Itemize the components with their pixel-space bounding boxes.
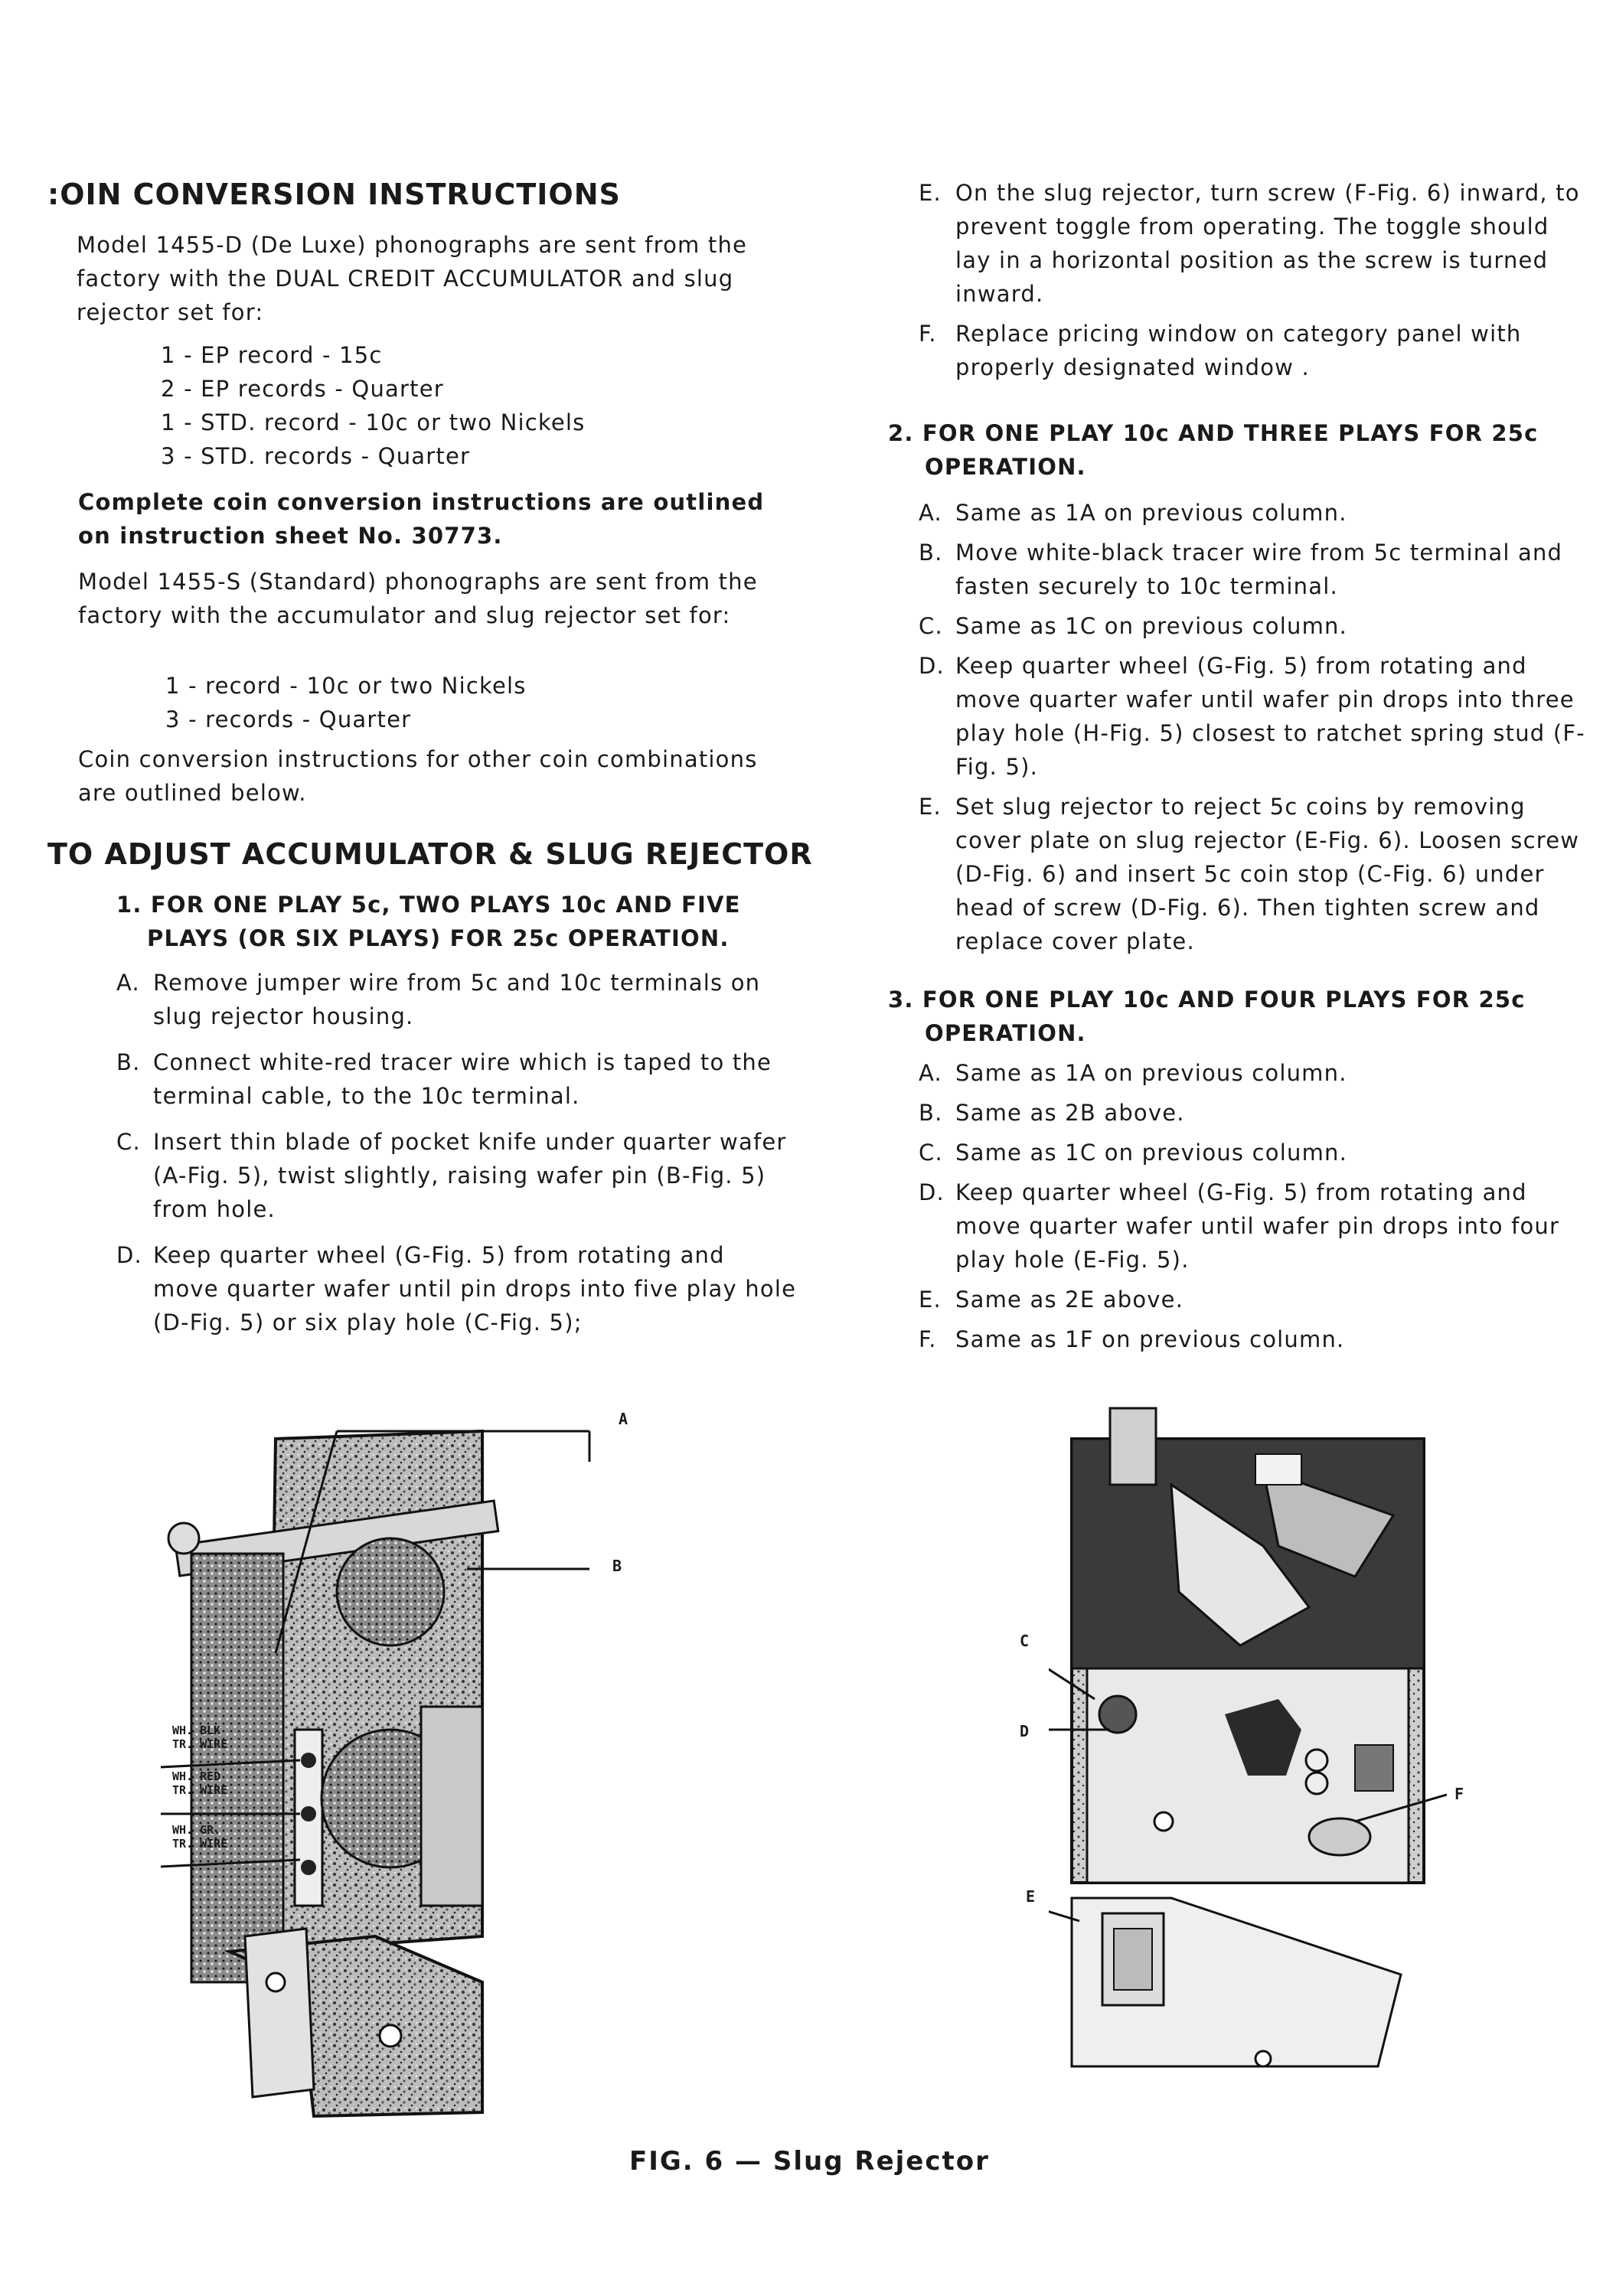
- figure-slug-rejector-photo: [1049, 1393, 1447, 2082]
- wire-label-wh-red: WH. RED TR. WIRE: [172, 1769, 228, 1797]
- step-item: E. On the slug rejector, turn screw (F-Fig. 6) inward, to prevent toggle from operating. The toggle should lay in a horizontal position as the screw is turned inward.: [919, 180, 1580, 307]
- section-1-title: 1. FOR ONE PLAY 5c, TWO PLAYS 10c AND FIVE PLAYS (OR SIX PLAYS) FOR 25c OPERATION.: [116, 892, 741, 951]
- instruction-sheet-note: Complete coin conversion instructions are outlined on instruction sheet No. 30773.: [78, 489, 765, 549]
- intro-paragraph-standard: Model 1455-S (Standard) phonographs are sent from the factory with the accumulator and slug rejector set for:: [78, 569, 758, 628]
- step-item: C. Same as 1C on previous column.: [919, 613, 1348, 639]
- step-item: F. Replace pricing window on category panel with properly designated window .: [919, 321, 1522, 380]
- step-item: B. Same as 2B above.: [919, 1100, 1185, 1126]
- step-item: B. Move white-black tracer wire from 5c terminal and fasten securely to 10c terminal.: [919, 540, 1563, 599]
- callout-c: C: [1020, 1632, 1030, 1650]
- section-3-title: 3. FOR ONE PLAY 10c AND FOUR PLAYS FOR 25c OPERATION.: [888, 987, 1526, 1046]
- list-item: 1 - EP record - 15c: [161, 342, 383, 368]
- step-item: D. Keep quarter wheel (G-Fig. 5) from rotating and move quarter wafer until wafer pin drops into four play hole (E-Fig. 5).: [919, 1179, 1560, 1273]
- list-item: 3 - STD. records - Quarter: [161, 443, 471, 469]
- step-item: A. Same as 1A on previous column.: [919, 500, 1347, 526]
- section-heading-coin-conversion: :OIN CONVERSION INSTRUCTIONS: [47, 178, 621, 211]
- list-item: 3 - records - Quarter: [165, 706, 412, 732]
- slug-rejector-illustration: [1049, 1393, 1447, 2082]
- other-combinations-note: Coin conversion instructions for other coin combinations are outlined below.: [78, 746, 758, 806]
- intro-paragraph-deluxe: Model 1455-D (De Luxe) phonographs are sent from the factory with the DUAL CREDIT ACCUMULATOR and slug rejector set for:: [77, 232, 748, 325]
- section-1-steps-continued: [919, 176, 1592, 384]
- step-item: F. Same as 1F on previous column.: [919, 1326, 1345, 1352]
- section-heading-adjust: TO ADJUST ACCUMULATOR & SLUG REJECTOR: [47, 837, 813, 871]
- wire-label-wh-blk: WH. BLK TR. WIRE: [172, 1724, 228, 1751]
- step-item: A. Remove jumper wire from 5c and 10c terminals on slug rejector housing.: [116, 970, 761, 1029]
- section-2-steps: [919, 496, 1592, 958]
- accumulator-illustration: [161, 1401, 651, 2120]
- wire-label-wh-gr: WH. GR. TR. WIRE: [172, 1823, 228, 1851]
- callout-a: A: [619, 1410, 628, 1428]
- list-item: 2 - EP records - Quarter: [161, 376, 444, 402]
- step-item: D. Keep quarter wheel (G-Fig. 5) from rotating and move quarter wafer until wafer pin drops into three play hole (H-Fig. 5) closest to ratchet spring stud (F-Fig. 5).: [919, 653, 1585, 780]
- step-item: D. Keep quarter wheel (G-Fig. 5) from rotating and move quarter wafer until pin drops into five play hole (D-Fig. 5) or six play hole (C-Fig. 5);: [116, 1242, 797, 1336]
- step-item: E. Set slug rejector to reject 5c coins by removing cover plate on slug rejector (E-Fig. 6). Loosen screw (D-Fig. 6) and insert 5c coin stop (C-Fig. 6) under head of screw (D-Fig. 6). Then tighten screw and replace cover plate.: [919, 794, 1580, 954]
- step-item: B. Connect white-red tracer wire which is taped to the terminal cable, to the 10c terminal.: [116, 1049, 772, 1109]
- figure-caption: FIG. 6 — Slug Rejector: [629, 2146, 990, 2177]
- callout-d: D: [1020, 1722, 1030, 1740]
- deluxe-settings-list: [161, 338, 773, 473]
- callout-b: B: [612, 1557, 622, 1575]
- step-item: E. Same as 2E above.: [919, 1287, 1184, 1313]
- figure-accumulator-photo: [161, 1401, 651, 2120]
- list-item: 1 - record - 10c or two Nickels: [165, 673, 527, 699]
- section-1-steps: [116, 966, 798, 1339]
- callout-f: F: [1454, 1785, 1464, 1803]
- list-item: 1 - STD. record - 10c or two Nickels: [161, 409, 586, 435]
- step-item: A. Same as 1A on previous column.: [919, 1060, 1347, 1086]
- section-2-title: 2. FOR ONE PLAY 10c AND THREE PLAYS FOR 25c OPERATION.: [888, 420, 1539, 480]
- callout-e: E: [1026, 1887, 1036, 1906]
- standard-settings-list: [165, 669, 778, 736]
- step-item: C. Same as 1C on previous column.: [919, 1140, 1348, 1166]
- step-item: C. Insert thin blade of pocket knife under quarter wafer (A-Fig. 5), twist slightly, raising wafer pin (B-Fig. 5) from hole.: [116, 1129, 787, 1222]
- section-3-steps: [919, 1056, 1592, 1356]
